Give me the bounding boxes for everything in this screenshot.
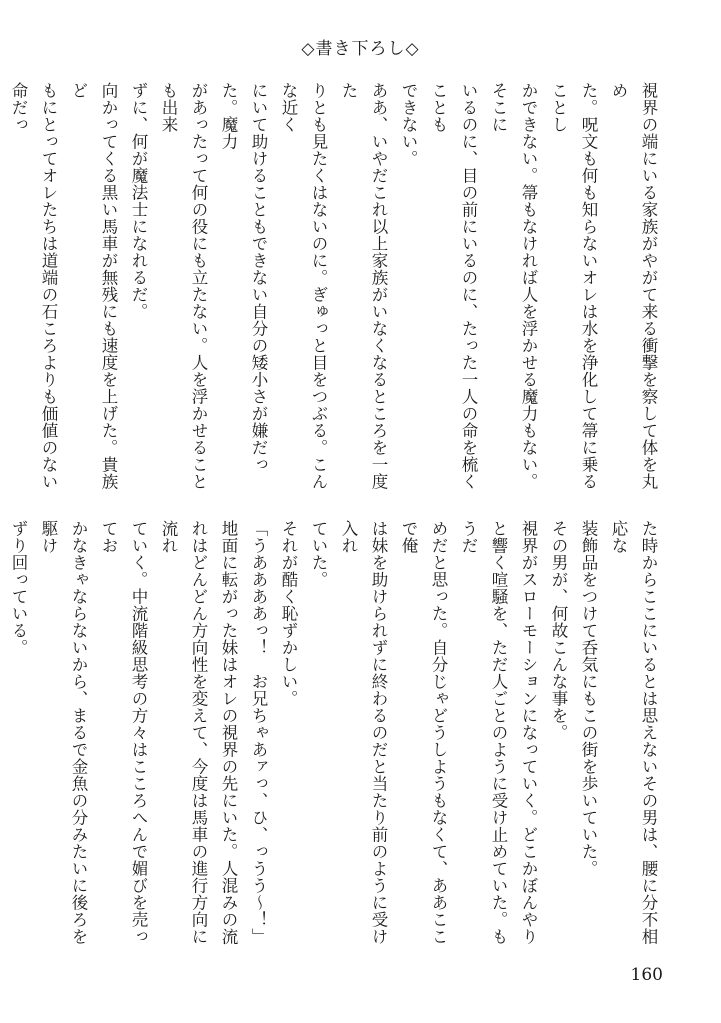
text-line: と響く喧騒を、ただ人ごとのように受け止めていた。もうだ	[459, 520, 508, 945]
text-line: もにとってオレたちは道端の石ころよりも価値のない命だっ	[9, 82, 58, 490]
text-line: かなきゃならないから、まるで金魚の分みたいに後ろを駆け	[39, 520, 88, 945]
text-line: れはどんどん方向性を変えて、今度は馬車の進行方向に流れ	[159, 520, 208, 945]
text-line: それが酷く恥ずかしい。	[279, 520, 298, 707]
text-block-bottom	[9, 520, 663, 950]
text-line: があったって何の役にも立たない。人を浮かせることも出来	[159, 82, 208, 490]
text-line: た。呪文も何も知らないオレは水を浄化して箒に乗ることし	[549, 82, 598, 490]
text-line: 視界がスローモーションになっていく。どこかぼんやり	[519, 520, 538, 945]
text-line: 装飾品をつけて呑気にもこの街を歩いていた。	[579, 520, 598, 877]
text-line	[0, 82, 3, 502]
text-line: いるのに、目の前にいるのに、たった一人の命を梳くことも	[429, 82, 478, 490]
text-line: めだと思った。自分じゃどうしようもなくて、ああここで俺	[399, 520, 448, 945]
text-line: ああ、いやだこれ以上家族がいなくなるところを一度た	[339, 82, 388, 490]
page-number: 160	[630, 965, 663, 985]
text-line: ていた。	[309, 520, 328, 588]
chapter-header: ◇書き下ろし◇	[301, 39, 420, 59]
text-line: 「うああああっ！ お兄ちゃあァっ、ひ、っうう〜！」	[249, 520, 268, 945]
text-line: ずに、何が魔法士になれるだ。	[129, 82, 148, 320]
text-line: 視界の端にいる家族がやがて来る衝撃を察して体を丸め	[609, 82, 658, 490]
text-line	[0, 520, 3, 950]
text-line: りとも見たくはないのに。ぎゅっと目をつぶる。こんな近く	[279, 82, 328, 490]
text-line: できない。	[399, 82, 418, 167]
text-line: ずり回っている。	[9, 520, 28, 656]
text-line: その男が、何故こんな事を。	[549, 520, 568, 741]
text-line: かできない。箒もなければ人を浮かせる魔力もない。そこに	[489, 82, 538, 490]
text-line: は妹を助けられずに終わるのだと当たり前のように受け入れ	[339, 520, 388, 945]
text-block-top	[9, 82, 663, 502]
text-line: にいて助けることもできない自分の矮小さが嫌だった。魔力	[219, 82, 268, 473]
text-line: 地面に転がった妹はオレの視界の先にいた。人混みの流	[219, 520, 238, 945]
text-line: 向かってくる黒い馬車が無残にも速度を上げた。貴族ど	[69, 82, 118, 490]
text-line: ていく。中流階級思考の方々はこころへんで媚びを売ってお	[99, 520, 148, 945]
text-line: た時からここにいるとは思えないその男は、腰に分不相応な	[609, 520, 658, 945]
